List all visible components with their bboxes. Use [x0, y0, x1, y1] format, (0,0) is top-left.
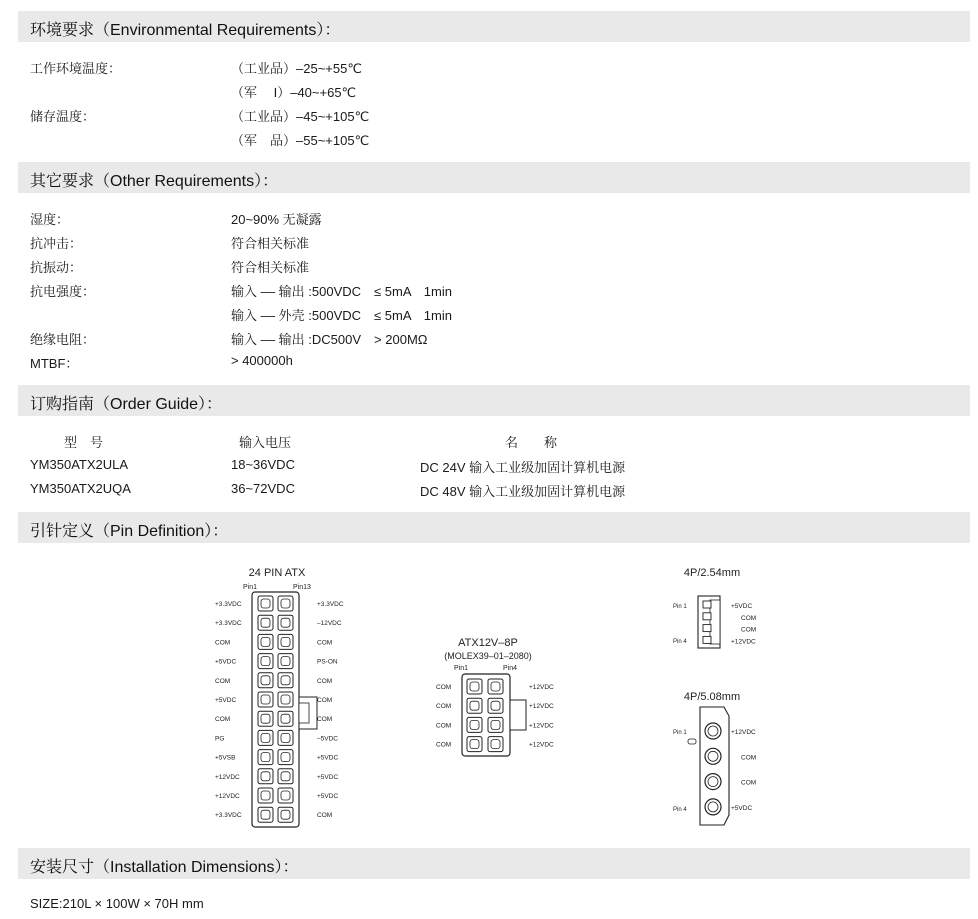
atx24-left-label: +3.3VDC: [215, 601, 242, 608]
order-row-1-name: DC 24V 输入工业级加固计算机电源: [420, 460, 626, 475]
install-size: SIZE:210L × 100W × 70H mm: [30, 896, 204, 911]
atx24-pin-contact: [261, 714, 270, 723]
p508-pin-contact: [708, 777, 718, 787]
atx24-right-label: +5VDC: [317, 793, 339, 800]
p508-right-label: COM: [741, 779, 757, 787]
atx24-left-label: COM: [215, 716, 231, 724]
atx24-left-label: +5VDC: [215, 658, 237, 666]
env-label-storage-temp: 储存温度：: [30, 109, 96, 124]
atx8-pin-contact: [470, 701, 479, 710]
order-row-1-model: YM350ATX2ULA: [30, 457, 129, 472]
atx8-left-label: COM: [436, 684, 452, 691]
order-heading: 订购指南（Order Guide）：: [30, 396, 223, 413]
other-value-mtbf: > 400000h: [231, 353, 293, 368]
p254-rail: [710, 600, 720, 644]
order-row-2-name: DC 48V 输入工业级加固计算机电源: [420, 484, 626, 499]
atx24-pin-contact: [261, 637, 270, 646]
p254-connector: [673, 567, 756, 648]
p254-pin: [703, 625, 711, 632]
other-value-insulation: 输入 –– 输出 :DC500V > 200MΩ: [231, 332, 428, 347]
atx24-pin-contact: [281, 791, 290, 800]
env-value-storage-military: （军 品）–55~+105℃: [231, 133, 370, 148]
other-value-shock: 符合相关标准: [231, 236, 310, 251]
atx8-pin-contact: [470, 682, 479, 691]
env-value-operating-industrial: （工业品）–25~+55℃: [231, 61, 362, 76]
atx24-pin-contact: [281, 676, 290, 685]
atx8-title: ATX12V–8P: [458, 637, 518, 649]
atx24-pin-contact: [281, 618, 290, 627]
atx24-left-label: +12VDC: [215, 773, 240, 781]
p508-pin-contact: [708, 751, 718, 761]
p508-pin-contact: [708, 726, 718, 736]
atx24-left-label: COM: [215, 677, 231, 685]
atx24-right-label: COM: [317, 677, 333, 685]
atx8-left-label: COM: [436, 703, 452, 711]
other-label-humidity: 湿度：: [30, 212, 70, 227]
atx8-pin1-label: Pin1: [453, 665, 469, 672]
p508-key: [688, 739, 696, 744]
atx24-pin-contact: [261, 772, 270, 781]
env-heading: 环境要求（Environmental Requirements）：: [30, 22, 341, 39]
p508-connector: [673, 691, 756, 825]
other-label-dielectric: 抗电强度：: [30, 284, 96, 299]
atx24-right-label: COM: [317, 639, 333, 647]
install-section-header: [18, 848, 970, 879]
atx8-subtitle: (MOLEX39–01–2080): [444, 651, 532, 661]
pin-heading: 引针定义（Pin Definition）：: [30, 523, 229, 540]
atx24-left-label: +5VDC: [215, 697, 237, 704]
atx24-pin-contact: [261, 753, 270, 762]
other-label-shock: 抗冲击：: [30, 236, 83, 251]
order-header-input-voltage: 输入电压: [239, 435, 292, 450]
p508-title: 4P/5.08mm: [683, 691, 741, 703]
atx24-left-label: PG: [215, 735, 225, 743]
atx24-title: 24 PIN ATX: [248, 567, 306, 579]
p254-right-label: +5VDC: [731, 603, 753, 610]
env-value-operating-military: （军 I）–40~+65℃: [231, 85, 357, 100]
atx24-left-label: +3.3VDC: [215, 812, 242, 820]
other-label-vibration: 抗振动：: [30, 260, 83, 275]
atx24-right-label: –5VDC: [317, 735, 338, 743]
p508-pin4-label: Pin 4: [673, 807, 687, 813]
atx8-right-label: +12VDC: [529, 722, 554, 730]
atx24-pin-contact: [261, 733, 270, 742]
p508-pin1-label: Pin 1: [673, 730, 687, 736]
atx24-pin-contact: [281, 637, 290, 646]
p508-right-label: +5VDC: [731, 804, 753, 812]
atx24-pin-contact: [281, 753, 290, 762]
atx8-pin-contact: [491, 720, 500, 729]
atx24-right-label: COM: [317, 812, 333, 820]
atx24-pin-contact: [261, 810, 270, 819]
atx8-right-label: +12VDC: [529, 684, 554, 691]
other-heading: 其它要求（Other Requirements）：: [30, 173, 279, 190]
env-label-operating-temp: 工作环境温度：: [30, 61, 122, 76]
atx24-right-label: +5VDC: [317, 773, 339, 781]
other-value-humidity: 20~90% 无凝露: [231, 212, 322, 227]
atx24-pin1-label: Pin1: [242, 584, 258, 591]
p254-pin: [703, 613, 711, 620]
atx24-left-label: +3.3VDC: [215, 620, 242, 628]
p508-pin-contact: [708, 802, 718, 812]
atx24-right-label: COM: [317, 697, 333, 704]
p254-pin: [703, 601, 711, 608]
atx24-connector: [215, 567, 344, 827]
atx24-right-label: COM: [317, 716, 333, 724]
other-value-vibration: 符合相关标准: [231, 260, 310, 275]
atx8-right-label: +12VDC: [529, 741, 554, 749]
atx24-pin-contact: [261, 676, 270, 685]
atx8-pin-contact: [491, 740, 500, 749]
atx24-pin13-label: Pin13: [293, 584, 311, 591]
atx8-left-label: COM: [436, 722, 452, 730]
atx24-pin-contact: [261, 657, 270, 666]
atx24-pin-contact: [281, 657, 290, 666]
order-row-1-voltage: 18~36VDC: [231, 457, 295, 472]
other-value-dielectric-io: 输入 –– 输出 :500VDC ≤ 5mA 1min: [231, 284, 452, 299]
atx8-pin-contact: [491, 682, 500, 691]
other-label-insulation: 绝缘电阻：: [30, 332, 96, 347]
atx24-left-label: COM: [215, 639, 231, 647]
atx24-pin-contact: [281, 599, 290, 608]
other-value-dielectric-case: 输入 –– 外壳 :500VDC ≤ 5mA 1min: [231, 308, 452, 323]
atx8-left-label: COM: [436, 741, 452, 749]
order-row-2-model: YM350ATX2UQA: [30, 481, 131, 496]
atx24-left-label: +5VSB: [215, 754, 236, 762]
atx8-pin-contact: [470, 740, 479, 749]
atx8-pin-contact: [470, 720, 479, 729]
atx24-pin-contact: [281, 810, 290, 819]
install-heading: 安装尺寸（Installation Dimensions）：: [30, 859, 299, 876]
atx24-latch-inner: [299, 703, 309, 723]
atx24-pin-contact: [261, 599, 270, 608]
atx24-pin-contact: [281, 733, 290, 742]
atx8-pin4-label: Pin4: [502, 665, 518, 672]
atx8-right-label: +12VDC: [529, 703, 554, 711]
atx24-left-label: +12VDC: [215, 793, 240, 800]
atx24-pin-contact: [261, 618, 270, 627]
atx24-right-label: +5VDC: [317, 754, 339, 762]
p254-right-label: COM: [741, 626, 757, 634]
env-value-storage-industrial: （工业品）–45~+105℃: [231, 109, 370, 124]
atx24-pin-contact: [261, 791, 270, 800]
atx24-right-label: PS-ON: [317, 658, 338, 666]
atx24-right-label: +3.3VDC: [317, 601, 344, 608]
atx8-pin-contact: [491, 701, 500, 710]
p508-right-label: +12VDC: [731, 729, 756, 736]
atx24-pin-contact: [281, 695, 290, 704]
order-row-2-voltage: 36~72VDC: [231, 481, 295, 496]
p254-pin1-label: Pin 1: [673, 604, 687, 610]
atx24-right-label: –12VDC: [317, 620, 342, 628]
p508-right-label: COM: [741, 754, 757, 762]
order-header-model: 型 号: [64, 435, 104, 450]
atx24-pin-contact: [281, 772, 290, 781]
order-header-name: 名 称: [505, 435, 558, 450]
p254-right-label: COM: [741, 614, 757, 622]
p254-title: 4P/2.54mm: [683, 567, 741, 579]
atx24-pin-contact: [261, 695, 270, 704]
p254-pin: [703, 636, 711, 643]
atx8-connector: [436, 637, 554, 756]
other-label-mtbf: MTBF：: [30, 356, 79, 371]
atx24-pin-contact: [281, 714, 290, 723]
atx8-latch: [510, 700, 526, 730]
p254-right-label: +12VDC: [731, 638, 756, 646]
p254-pin4-label: Pin 4: [673, 639, 687, 645]
